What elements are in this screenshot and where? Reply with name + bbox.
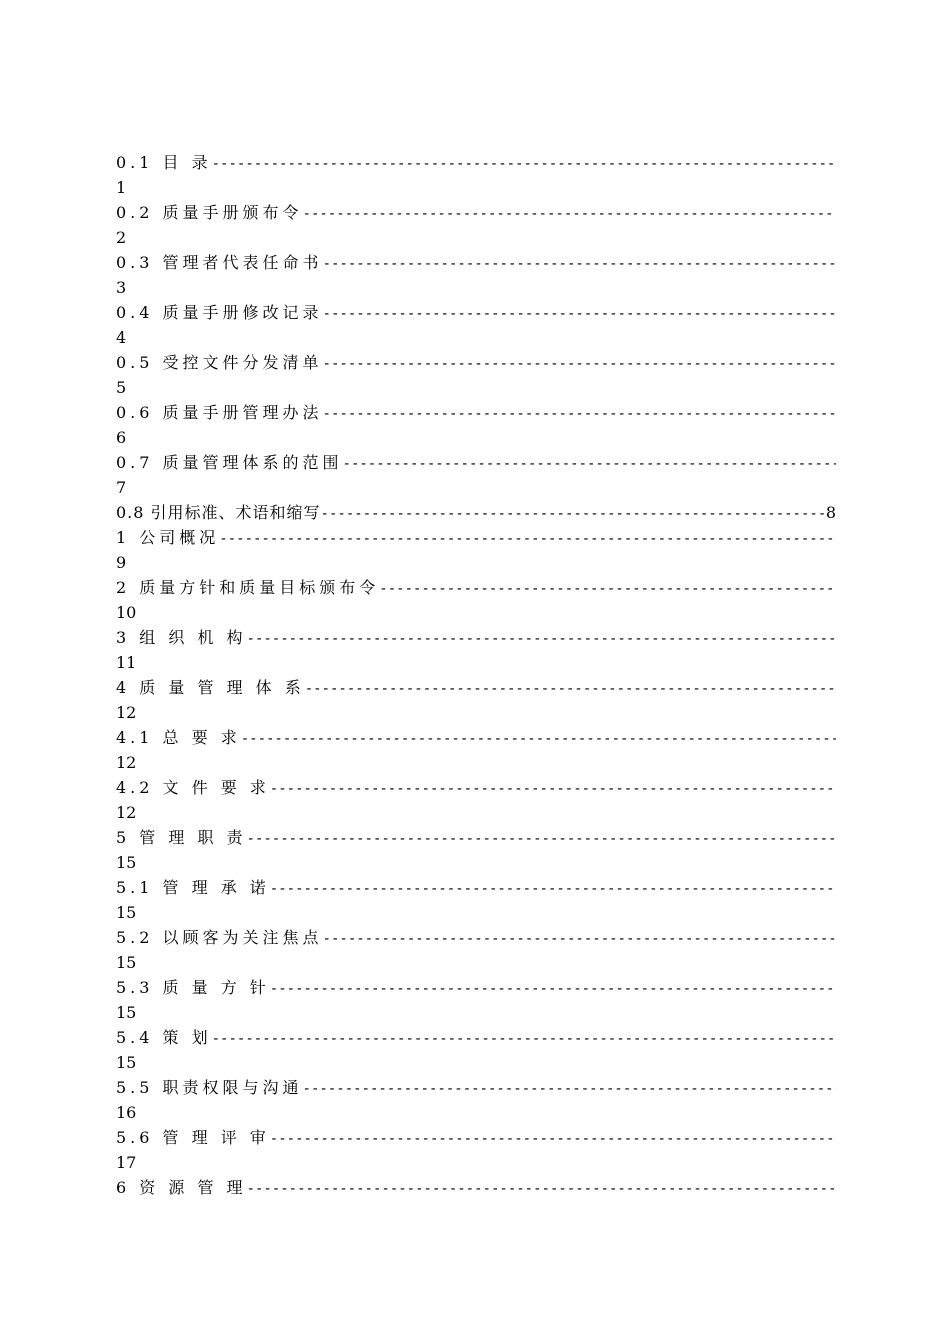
toc-page-number: 7 — [116, 478, 127, 497]
toc-page-number: 5 — [116, 378, 127, 397]
toc-page-number: 17 — [116, 1153, 137, 1172]
toc-page-number: 8 — [825, 503, 836, 522]
toc-dot-leader — [321, 502, 826, 525]
toc-entry-title: 6 资 源 管 理 — [116, 1178, 247, 1197]
toc-dot-leader — [379, 577, 836, 600]
toc-entry-0-6[interactable] — [116, 400, 836, 450]
toc-line — [116, 625, 836, 650]
toc-entry-0-3[interactable] — [116, 250, 836, 300]
toc-line — [116, 675, 836, 700]
toc-entry-title: 5.1 管 理 承 诺 — [116, 878, 270, 897]
toc-entry-1[interactable] — [116, 525, 836, 575]
toc-entry-0-1[interactable] — [116, 150, 836, 200]
toc-dot-leader — [323, 352, 836, 375]
toc-line — [116, 525, 836, 550]
toc-entry-5[interactable] — [116, 825, 836, 875]
toc-page-number: 4 — [116, 328, 127, 347]
toc-line — [116, 250, 836, 275]
toc-entry-title: 0.7 质量管理体系的范围 — [116, 453, 343, 472]
toc-dot-leader — [323, 402, 836, 425]
toc-entry-0-8[interactable] — [116, 500, 836, 525]
toc-line — [116, 1175, 836, 1200]
toc-entry-5-3[interactable] — [116, 975, 836, 1025]
toc-entry-2[interactable] — [116, 575, 836, 625]
toc-line — [116, 200, 836, 225]
toc-dot-leader — [219, 527, 836, 550]
toc-entry-title: 2 质量方针和质量目标颁布令 — [116, 578, 380, 597]
toc-line — [116, 725, 836, 750]
toc-page-number: 9 — [116, 553, 127, 572]
toc-entry-title: 5.6 管 理 评 审 — [116, 1128, 270, 1147]
toc-line — [116, 450, 836, 475]
toc-dot-leader — [270, 777, 836, 800]
toc-line — [116, 400, 836, 425]
table-of-contents — [116, 150, 836, 1200]
toc-entry-3[interactable] — [116, 625, 836, 675]
toc-entry-title: 4.2 文 件 要 求 — [116, 778, 270, 797]
toc-dot-leader — [305, 677, 836, 700]
toc-dot-leader — [241, 727, 836, 750]
toc-line — [116, 575, 836, 600]
toc-entry-0-2[interactable] — [116, 200, 836, 250]
toc-entry-title: 5 管 理 职 责 — [116, 828, 247, 847]
toc-entry-5-2[interactable] — [116, 925, 836, 975]
toc-dot-leader — [303, 202, 836, 225]
toc-entry-title: 0.1 目 录 — [116, 153, 212, 172]
toc-page-number: 11 — [116, 653, 137, 672]
toc-page-number: 6 — [116, 428, 127, 447]
toc-line — [116, 1025, 836, 1050]
toc-entry-title: 0.2 质量手册颁布令 — [116, 203, 303, 222]
toc-page-number: 15 — [116, 903, 137, 922]
toc-line — [116, 1125, 836, 1150]
toc-line — [116, 300, 836, 325]
toc-entry-title: 4 质 量 管 理 体 系 — [116, 678, 305, 697]
toc-page-number: 3 — [116, 278, 127, 297]
toc-line — [116, 500, 836, 525]
toc-line — [116, 1075, 836, 1100]
toc-dot-leader — [270, 977, 836, 1000]
toc-page-number: 12 — [116, 753, 137, 772]
toc-line — [116, 775, 836, 800]
toc-entry-title: 0.5 受控文件分发清单 — [116, 353, 323, 372]
toc-entry-title: 0.4 质量手册修改记录 — [116, 303, 323, 322]
toc-dot-leader — [323, 302, 836, 325]
toc-page-number: 12 — [116, 803, 137, 822]
toc-dot-leader — [303, 1077, 836, 1100]
toc-entry-4-2[interactable] — [116, 775, 836, 825]
toc-line — [116, 925, 836, 950]
toc-entry-6[interactable] — [116, 1175, 836, 1200]
toc-entry-0-4[interactable] — [116, 300, 836, 350]
toc-line — [116, 150, 836, 175]
toc-entry-title: 0.8 引用标准、术语和缩写 — [116, 503, 321, 522]
toc-entry-title: 5.2 以顾客为关注焦点 — [116, 928, 323, 947]
toc-entry-title: 5.5 职责权限与沟通 — [116, 1078, 303, 1097]
toc-entry-0-7[interactable] — [116, 450, 836, 500]
toc-entry-4-1[interactable] — [116, 725, 836, 775]
toc-entry-title: 4.1 总 要 求 — [116, 728, 241, 747]
toc-entry-4[interactable] — [116, 675, 836, 725]
toc-entry-title: 3 组 织 机 构 — [116, 628, 247, 647]
toc-entry-0-5[interactable] — [116, 350, 836, 400]
toc-dot-leader — [212, 152, 836, 175]
toc-line — [116, 350, 836, 375]
toc-dot-leader — [343, 452, 836, 475]
toc-page-number: 15 — [116, 953, 137, 972]
toc-entry-title: 5.4 策 划 — [116, 1028, 212, 1047]
toc-line — [116, 825, 836, 850]
toc-dot-leader — [247, 1177, 836, 1200]
toc-page-number: 2 — [116, 228, 127, 247]
toc-dot-leader — [247, 627, 836, 650]
toc-dot-leader — [270, 877, 836, 900]
toc-dot-leader — [323, 927, 836, 950]
toc-dot-leader — [323, 252, 836, 275]
toc-line — [116, 875, 836, 900]
toc-entry-title: 0.6 质量手册管理办法 — [116, 403, 323, 422]
toc-entry-5-4[interactable] — [116, 1025, 836, 1075]
toc-entry-title: 5.3 质 量 方 针 — [116, 978, 270, 997]
toc-page-number: 15 — [116, 1003, 137, 1022]
toc-entry-5-6[interactable] — [116, 1125, 836, 1175]
toc-dot-leader — [247, 827, 836, 850]
toc-entry-title: 0.3 管理者代表任命书 — [116, 253, 323, 272]
toc-page-number: 1 — [116, 178, 127, 197]
toc-dot-leader — [270, 1127, 836, 1150]
toc-line — [116, 975, 836, 1000]
toc-page-number: 10 — [116, 603, 137, 622]
toc-page-number: 15 — [116, 1053, 137, 1072]
toc-dot-leader — [212, 1027, 836, 1050]
toc-entry-5-5[interactable] — [116, 1075, 836, 1125]
toc-page-number: 16 — [116, 1103, 137, 1122]
toc-entry-5-1[interactable] — [116, 875, 836, 925]
toc-page-number: 12 — [116, 703, 137, 722]
toc-page-number: 15 — [116, 853, 137, 872]
toc-entry-title: 1 公司概况 — [116, 528, 220, 547]
